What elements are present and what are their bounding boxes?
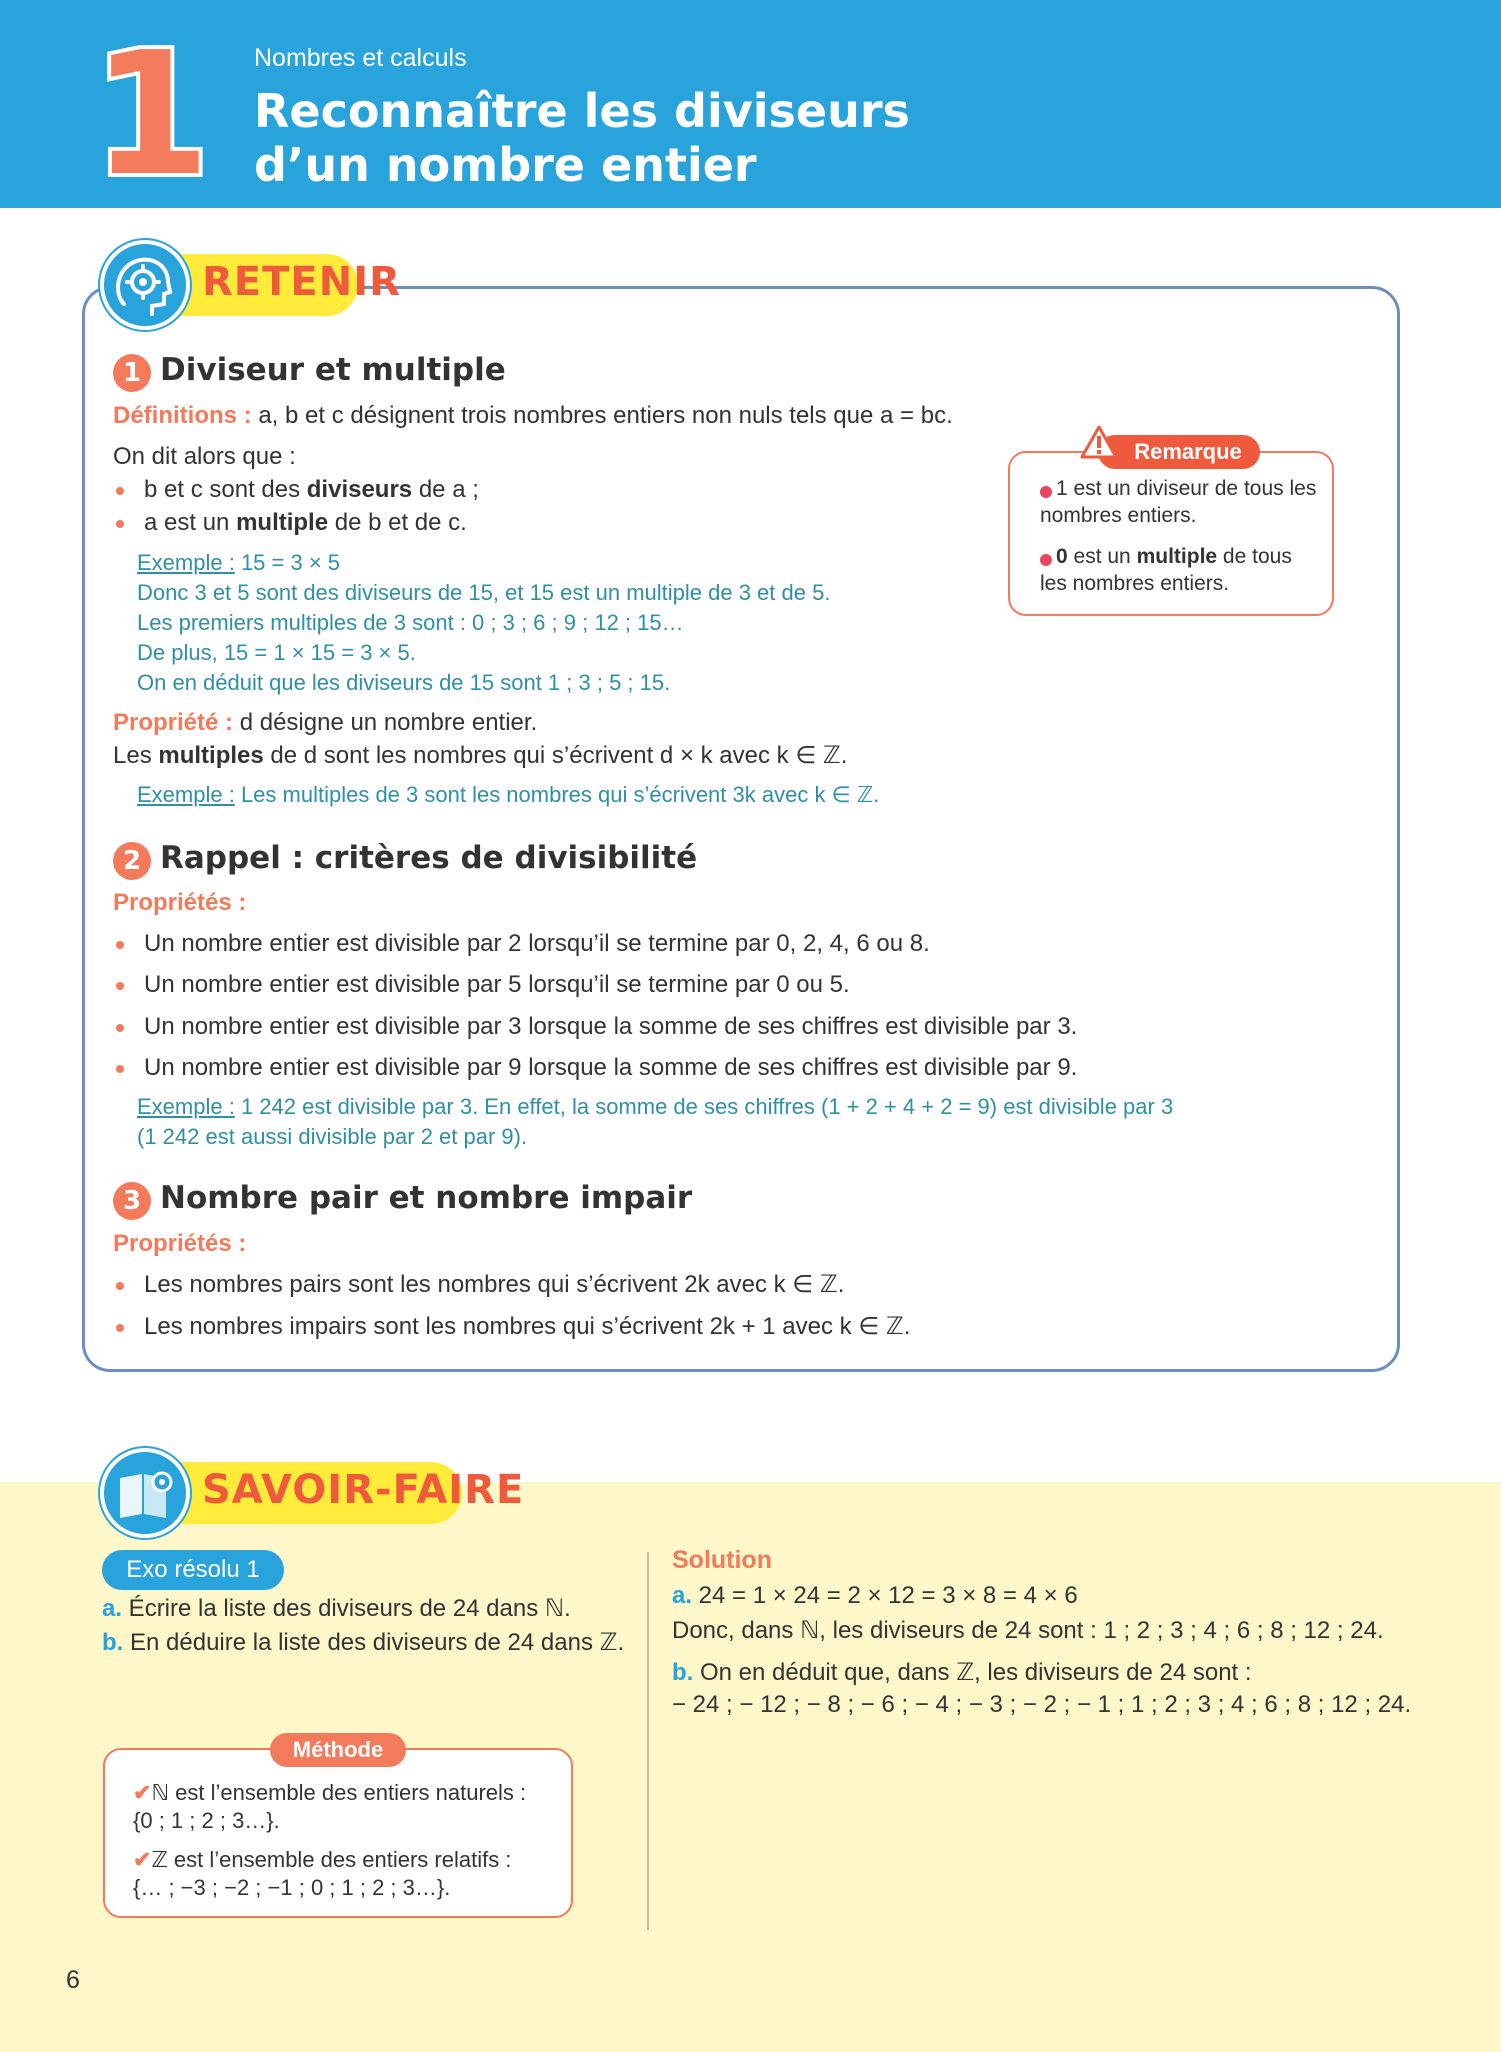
section-2-properties-label: Propriétés : xyxy=(113,889,247,916)
chapter-number: 1 xyxy=(92,16,211,214)
section-1-number: 1 xyxy=(113,354,151,392)
page-title xyxy=(254,84,910,192)
solution-a-line-2: Donc, dans ℕ, les diviseurs de 24 sont : 1 ; 2 ; 3 ; 4 ; 6 ; 8 ; 12 ; 24. xyxy=(672,1617,1384,1644)
divisibility-rule: Un nombre entier est divisible par 3 lorsque la somme de ses chiffres est divisible par 3. xyxy=(144,1013,1078,1040)
remarque-item-2: 0 est un multiple de tous les nombres entiers. xyxy=(1040,545,1292,595)
remarque-label: Remarque xyxy=(1098,435,1260,469)
divisibility-rule: Un nombre entier est divisible par 2 lorsqu’il se termine par 0, 2, 4, 6 ou 8. xyxy=(144,930,930,957)
bullet-dot xyxy=(116,487,124,495)
example-1-line-1: Exemple : 15 = 3 × 5 xyxy=(137,550,341,575)
section-3-number: 3 xyxy=(113,1182,151,1220)
definitions-text: a, b et c désignent trois nombres entiers non nuls tels que a = bc. xyxy=(258,402,953,429)
chapter-header xyxy=(0,0,1501,214)
brain-gear-icon xyxy=(100,240,190,330)
bullet-dot xyxy=(116,982,124,990)
bullet-dot xyxy=(116,1065,124,1073)
retenir-label: RETENIR xyxy=(202,259,401,305)
checkmark-icon: ✔ xyxy=(133,1847,152,1872)
divisibility-rule: Un nombre entier est divisible par 5 lorsqu’il se termine par 0 ou 5. xyxy=(144,971,850,998)
example-2: Exemple : Les multiples de 3 sont les nombres qui s’écrivent 3k avec k ∈ ℤ. xyxy=(137,782,880,807)
remarque-item-1: 1 est un diviseur de tous les nombres entiers. xyxy=(1040,477,1317,527)
example-1-line-3: Les premiers multiples de 3 sont : 0 ; 3 ; 6 ; 9 ; 12 ; 15… xyxy=(137,610,684,635)
chapter-kicker: Nombres et calculs xyxy=(254,44,467,72)
solution-heading: Solution xyxy=(672,1546,772,1574)
definitions-line: Définitions : a, b et c désignent trois nombres entiers non nuls tels que a = bc. xyxy=(113,402,953,429)
warning-icon xyxy=(1080,424,1118,460)
book-gear-icon xyxy=(100,1448,190,1538)
parity-rule: Les nombres pairs sont les nombres qui s’écrivent 2k avec k ∈ ℤ. xyxy=(144,1271,845,1298)
example-3-line-2: (1 242 est aussi divisible par 2 et par 9). xyxy=(137,1124,528,1149)
savoir-faire-label: SAVOIR-FAIRE xyxy=(202,1467,525,1513)
methode-item-2-line-1: ✔ℤ est l’ensemble des entiers relatifs : xyxy=(133,1847,512,1872)
parity-rule: Les nombres impairs sont les nombres qui s’écrivent 2k + 1 avec k ∈ ℤ. xyxy=(144,1313,911,1340)
intro-text: On dit alors que : xyxy=(113,443,296,470)
section-2-title: Rappel : critères de divisibilité xyxy=(160,840,698,876)
multiple-bullet: a est un multiple de b et de c. xyxy=(144,509,467,536)
section-2-number: 2 xyxy=(113,842,151,880)
example-1-line-4: De plus, 15 = 1 × 15 = 3 × 5. xyxy=(137,640,416,665)
methode-item-1-line-1: ✔ℕ est l’ensemble des entiers naturels : xyxy=(133,1780,527,1805)
example-1-line-2: Donc 3 et 5 sont des diviseurs de 15, et 15 est un multiple de 3 et de 5. xyxy=(137,580,831,605)
title-line-1: Reconnaître les diviseurs xyxy=(254,84,910,138)
example-3-line-1: Exemple : 1 242 est divisible par 3. En effet, la somme de ses chiffres (1 + 2 + 4 + 2 = 9) est divisible par 3 xyxy=(137,1094,1174,1119)
question-b: b. En déduire la liste des diviseurs de 24 dans ℤ. xyxy=(102,1629,625,1656)
bullet-dot xyxy=(116,1282,124,1290)
solution-b-line-2: − 24 ; − 12 ; − 8 ; − 6 ; − 4 ; − 3 ; − 2 ; − 1 ; 1 ; 2 ; 3 ; 4 ; 6 ; 8 ; 12 ; 24. xyxy=(672,1691,1412,1718)
multiples-property: Les multiples de d sont les nombres qui s’écrivent d × k avec k ∈ ℤ. xyxy=(113,742,848,769)
bullet-dot xyxy=(116,1324,124,1332)
bullet-dot xyxy=(116,520,124,528)
methode-item-2-line-2: {… ; −3 ; −2 ; −1 ; 0 ; 1 ; 2 ; 3…}. xyxy=(133,1875,451,1900)
example-1-line-5: On en déduit que les diviseurs de 15 sont 1 ; 3 ; 5 ; 15. xyxy=(137,670,671,695)
bullet-dot xyxy=(116,941,124,949)
column-divider xyxy=(647,1552,649,1930)
solution-a-line-1: a. 24 = 1 × 24 = 2 × 12 = 3 × 8 = 4 × 6 xyxy=(672,1582,1078,1609)
title-line-2: d’un nombre entier xyxy=(254,138,757,192)
property-line: Propriété : d désigne un nombre entier. xyxy=(113,709,538,736)
methode-item-1-line-2: {0 ; 1 ; 2 ; 3…}. xyxy=(133,1808,280,1833)
solution-b-line-1: b. On en déduit que, dans ℤ, les diviseurs de 24 sont : xyxy=(672,1659,1252,1686)
section-3-properties-label: Propriétés : xyxy=(113,1230,247,1257)
page-number: 6 xyxy=(66,1966,80,1994)
checkmark-icon: ✔ xyxy=(133,1780,152,1805)
bullet-dot xyxy=(116,1024,124,1032)
question-a: a. Écrire la liste des diviseurs de 24 dans ℕ. xyxy=(102,1595,571,1622)
section-3-title: Nombre pair et nombre impair xyxy=(160,1180,693,1216)
section-1-title: Diviseur et multiple xyxy=(160,352,506,388)
methode-label: Méthode xyxy=(270,1733,406,1767)
exo-resolu-tag: Exo résolu 1 xyxy=(102,1550,284,1590)
divisors-bullet: b et c sont des diviseurs de a ; xyxy=(144,476,479,503)
divisibility-rule: Un nombre entier est divisible par 9 lorsque la somme de ses chiffres est divisible par 9. xyxy=(144,1054,1078,1081)
